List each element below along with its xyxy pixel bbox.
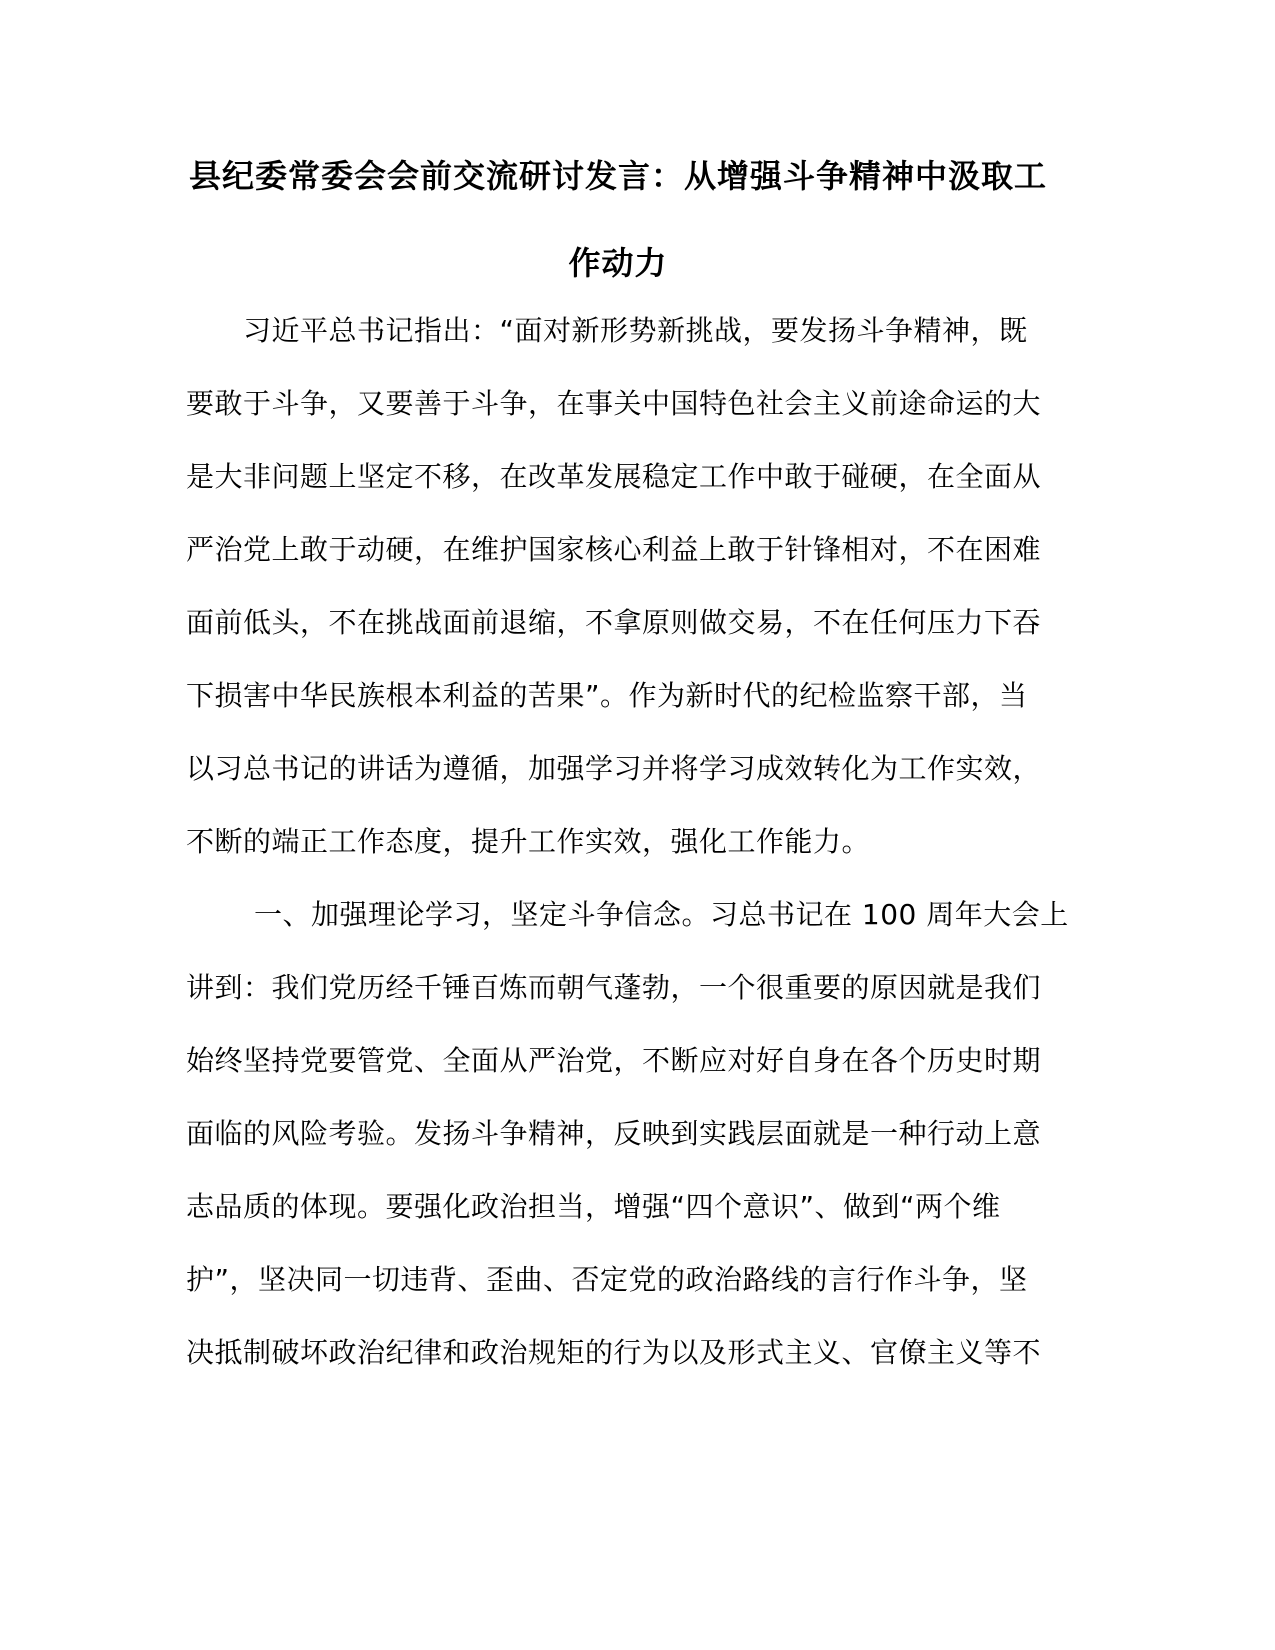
paragraph-2-line-7: 决抵制破坏政治纪律和政治规矩的行为以及形式主义、官僚主义等不 — [186, 1336, 1042, 1369]
paragraph-2-line-1: 一、加强理论学习，坚定斗争信念。习总书记在 100 周年大会上 — [254, 898, 1069, 931]
paragraph-1-line-6: 下损害中华民族根本利益的苦果”。作为新时代的纪检监察干部，当 — [186, 679, 1028, 712]
paragraph-1-line-1: 习近平总书记指出：“面对新形势新挑战，要发扬斗争精神，既 — [243, 314, 1028, 347]
paragraph-2-line-2: 讲到：我们党历经千锤百炼而朝气蓬勃，一个很重要的原因就是我们 — [186, 971, 1042, 1004]
paragraph-2-line-5: 志品质的体现。要强化政治担当，增强“四个意识”、做到“两个维 — [186, 1190, 1001, 1223]
paragraph-2-line-3: 始终坚持党要管党、全面从严治党，不断应对好自身在各个历史时期 — [186, 1044, 1042, 1077]
paragraph-1-line-7: 以习总书记的讲话为遵循，加强学习并将学习成效转化为工作实效， — [186, 752, 1042, 785]
paragraph-1-line-5: 面前低头，不在挑战面前退缩，不拿原则做交易，不在任何压力下吞 — [186, 606, 1042, 639]
document-title-line-2: 作动力 — [568, 244, 668, 282]
paragraph-1-line-2: 要敢于斗争，又要善于斗争，在事关中国特色社会主义前途命运的大 — [186, 387, 1042, 420]
paragraph-1-line-3: 是大非问题上坚定不移，在改革发展稳定工作中敢于碰硬，在全面从 — [186, 460, 1042, 493]
paragraph-1-line-8: 不断的端正工作态度，提升工作实效，强化工作能力。 — [186, 825, 871, 858]
paragraph-2-line-4: 面临的风险考验。发扬斗争精神，反映到实践层面就是一种行动上意 — [186, 1117, 1042, 1150]
paragraph-1-line-4: 严治党上敢于动硬，在维护国家核心利益上敢于针锋相对，不在困难 — [186, 533, 1042, 566]
document-title-line-1: 县纪委常委会会前交流研讨发言：从增强斗争精神中汲取工 — [188, 157, 1047, 195]
paragraph-2-line-6: 护”，坚决同一切违背、歪曲、否定党的政治路线的言行作斗争，坚 — [186, 1263, 1028, 1296]
